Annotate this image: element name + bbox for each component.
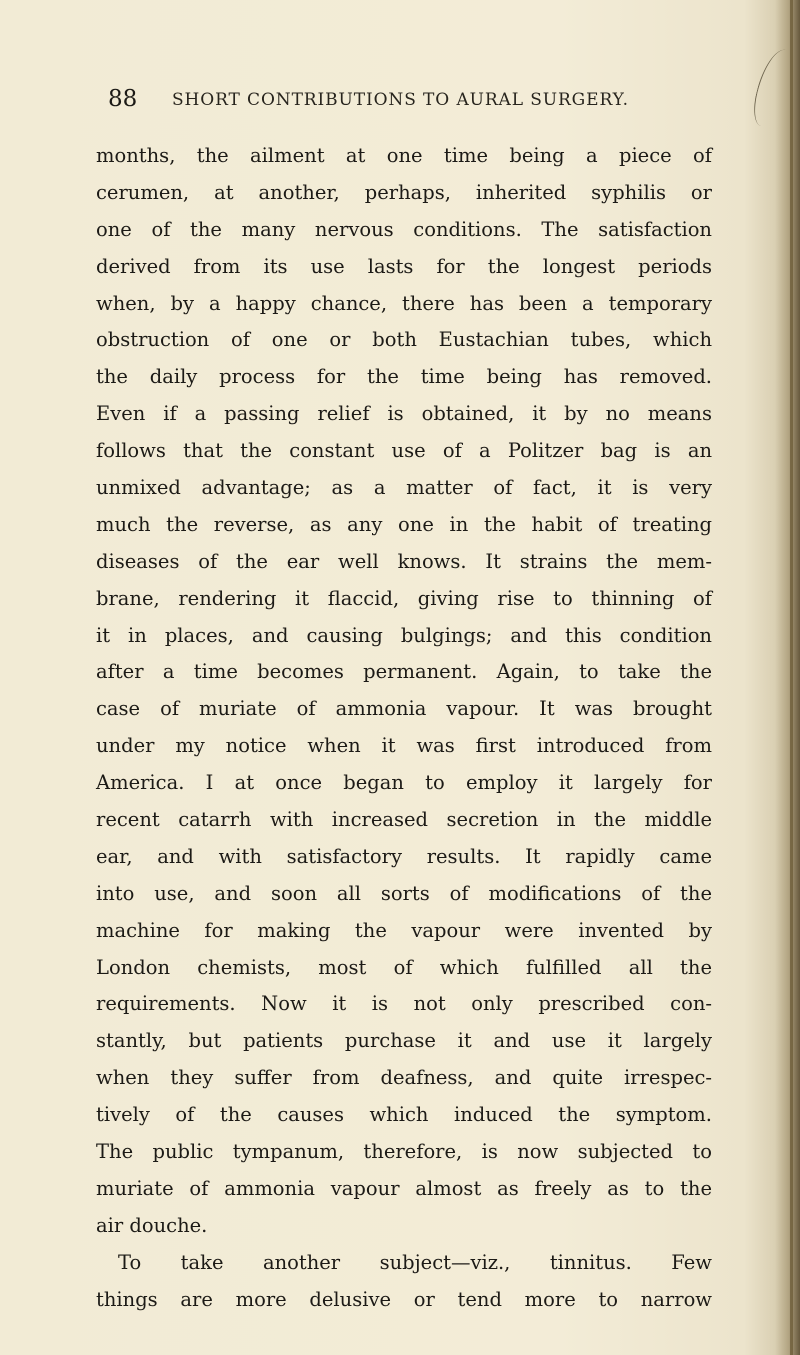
text-line: cerumen, at another, perhaps, inherited syphilis or xyxy=(96,180,712,204)
text-line: tively of the causes which induced the symptom. xyxy=(96,1103,712,1127)
text-line: under my notice when it was first introduced from xyxy=(96,734,712,758)
text-line: ear, and with satisfactory results. It rapidly came xyxy=(96,844,712,868)
body-text xyxy=(96,138,712,1319)
text-line: it in places, and causing bulgings; and this condition xyxy=(96,623,712,647)
text-line: case of muriate of ammonia vapour. It was brought xyxy=(96,697,712,721)
text-line: when they suffer from deafness, and quite irrespec- xyxy=(96,1066,712,1090)
paragraph-first-line: To take another subject—viz., tinnitus. Few xyxy=(118,1250,712,1274)
text-line: The public tympanum, therefore, is now subjected to xyxy=(96,1140,712,1164)
text-line: diseases of the ear well knows. It strains the mem- xyxy=(96,549,712,573)
paragraph-last-line: air douche. xyxy=(96,1213,208,1237)
binding-shadow xyxy=(775,0,800,1355)
text-line: America. I at once began to employ it largely for xyxy=(96,771,712,795)
text-line: derived from its use lasts for the longest periods xyxy=(96,254,712,278)
text-line: unmixed advantage; as a matter of fact, it is very xyxy=(96,476,712,500)
text-line: into use, and soon all sorts of modifications of the xyxy=(96,881,712,905)
page-header xyxy=(108,84,708,114)
running-title: SHORT CONTRIBUTIONS TO AURAL SURGERY. xyxy=(172,90,629,110)
text-line: requirements. Now it is not only prescribed con- xyxy=(96,992,712,1016)
text-line: after a time becomes permanent. Again, to take the xyxy=(96,660,712,684)
text-line: things are more delusive or tend more to narrow xyxy=(96,1287,712,1311)
text-line: muriate of ammonia vapour almost as freely as to the xyxy=(96,1176,712,1200)
text-line: one of the many nervous conditions. The satisfaction xyxy=(96,217,712,241)
text-line: obstruction of one or both Eustachian tubes, which xyxy=(96,328,712,352)
text-line: follows that the constant use of a Politzer bag is an xyxy=(96,439,712,463)
text-line: machine for making the vapour were invented by xyxy=(96,918,712,942)
text-line: stantly, but patients purchase it and use it largely xyxy=(96,1029,712,1053)
text-line: brane, rendering it flaccid, giving rise to thinning of xyxy=(96,586,712,610)
text-line: when, by a happy chance, there has been a temporary xyxy=(96,291,712,315)
text-line: recent catarrh with increased secretion in the middle xyxy=(96,808,712,832)
page-number: 88 xyxy=(108,86,138,112)
text-line: Even if a passing relief is obtained, it by no means xyxy=(96,402,712,426)
text-line: the daily process for the time being has removed. xyxy=(96,365,712,389)
page-edge xyxy=(790,0,793,1355)
text-line: much the reverse, as any one in the habit of treating xyxy=(96,512,712,536)
text-line: months, the ailment at one time being a piece of xyxy=(96,144,712,167)
text-line: London chemists, most of which fulfilled all the xyxy=(96,955,712,979)
